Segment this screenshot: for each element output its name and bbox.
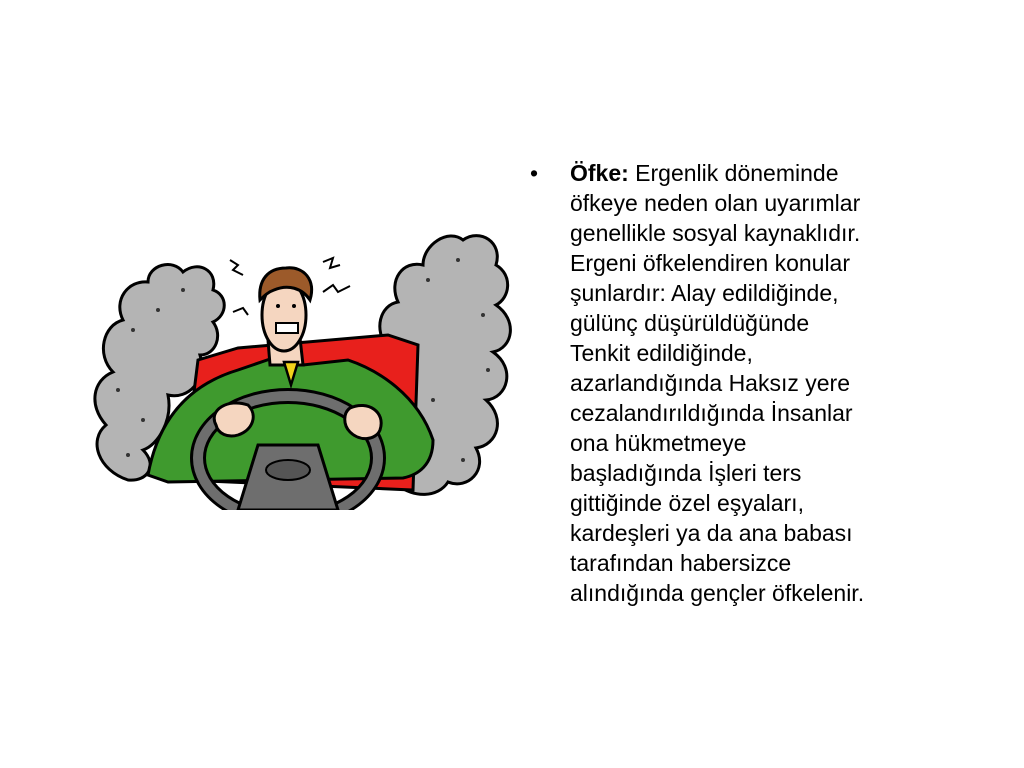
driver-eye xyxy=(292,304,296,308)
bullet-marker: • xyxy=(530,160,539,186)
driver-teeth xyxy=(276,323,298,333)
bullet-text xyxy=(570,158,1000,608)
driver-eye xyxy=(276,304,280,308)
angry-driver-illustration xyxy=(88,220,520,510)
bullet-paragraph xyxy=(530,158,1000,608)
bullet-body: Ergenlik döneminde öfkeye neden olan uyarımlar genellikle sosyal kaynaklıdır. Ergeni öfkelendiren konular şunlardır: Alay edildiğinde, gülünç düşürüldüğünde Tenkit edildiğinde, azarlandığında Haksız yere cezalandırıldığında İnsanlar ona hükmetmeye başladığında İşleri ters gittiğinde özel eşyaları, kardeşleri ya da ana babası tarafından habersizce alındığında gençler öfkelenir. xyxy=(570,160,865,606)
bullet-term: Öfke: xyxy=(570,160,629,186)
